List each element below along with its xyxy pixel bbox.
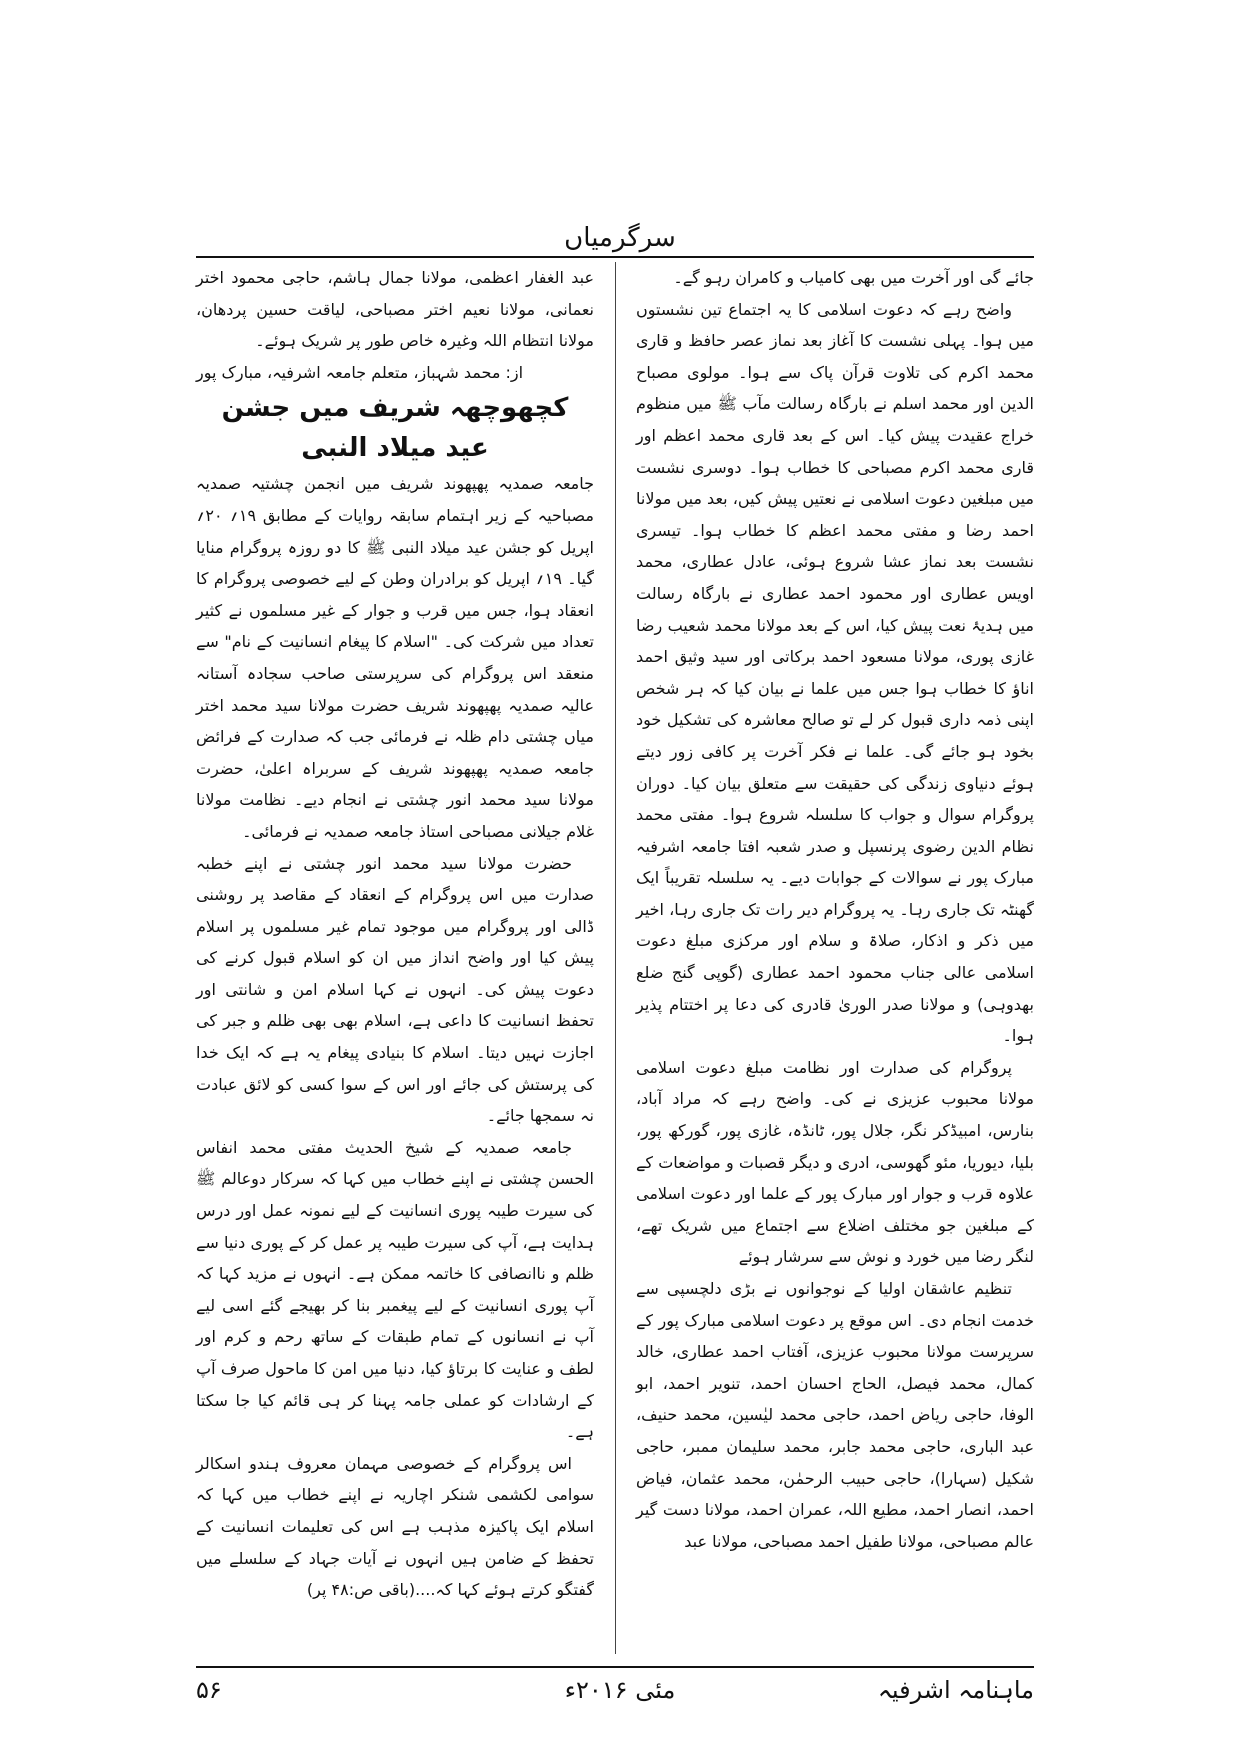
footer-divider xyxy=(196,1666,1034,1668)
header-divider xyxy=(196,256,1034,258)
paragraph: پروگرام کی صدارت اور نظامت مبلغ دعوت اسلامی مولانا محبوب عزیزی نے کی۔ واضح رہے کہ مراد آباد، بنارس، امبیڈکر نگر، جلال پور، ٹانڈہ، غازی پور، گورکھ پور، بلیا، دیوریا، مئو گھوسی، ادری و دیگر قصبات و مواضعات کے علاوہ قرب و جوار اور مبارک پور کے علما اور دعوت اسلامی کے مبلغین جو مختلف اضلاع سے اجتماع میں شریک تھے، لنگر رضا میں خورد و نوش سے سرشار ہوئے xyxy=(636,1057,1034,1267)
author-byline: از: محمد شہباز، متعلم جامعہ اشرفیہ، مبارک پور xyxy=(196,362,524,382)
paragraph: عبد الغفار اعظمی، مولانا جمال ہاشم، حاجی محمود اختر نعمانی، مولانا نعیم اختر مصباحی، لیاقت حسین پردھان، مولانا انتظام اللہ وغیرہ خاص طور پر شریک ہوئے۔ xyxy=(196,268,594,351)
paragraph: واضح رہے کہ دعوت اسلامی کا یہ اجتماع تین نشستوں میں ہوا۔ پہلی نشست کا آغاز بعد نماز عصر حافظ و قاری محمد اکرم کی تلاوت قرآن پاک سے ہوا۔ مولوی مصباح الدین اور محمد اسلم نے بارگاہ رسالت مآب ﷺ میں منظوم خراج عقیدت پیش کیا۔ اس کے بعد قاری محمد اعظم اور قاری محمد اکرم مصباحی کا خطاب ہوا۔ دوسری نشست میں مبلغین دعوت اسلامی نے نعتیں پیش کیں، بعد میں مولانا احمد رضا و مفتی محمد اعظم کا خطاب ہوا۔ تیسری نشست بعد نماز عشا شروع ہوئی، عادل عطاری، محمد اویس عطاری اور محمود احمد عطاری نے بارگاہ رسالت میں ہدیۂ نعت پیش کیا، اس کے بعد مولانا محمد شعیب رضا غازی پوری، مولانا مسعود احمد برکاتی اور سید وثیق احمد اناؤ کا خطاب ہوا جس میں علما نے بیان کیا کہ ہر شخص اپنی ذمہ داری قبول کر لے تو صالح معاشرہ کی تشکیل خود بخود ہو جائے گی۔ علما نے فکر آخرت پر کافی زور دیتے ہوئے دنیاوی زندگی کی حقیقت سے متعلق بیان کیا۔ دوران پروگرام سوال و جواب کا سلسلہ شروع ہوا۔ مفتی محمد نظام الدین رضوی پرنسپل و صدر شعبہ افتا جامعہ اشرفیہ مبارک پور نے سوالات کے جوابات دیے۔ یہ سلسلہ تقریباً ایک گھنٹہ تک جاری رہا۔ یہ پروگرام دیر رات تک جاری رہا، اخیر میں ذکر و اذکار، صلاۃ و سلام اور مرکزی مبلغ دعوت اسلامی عالی جناب محمود احمد عطاری (گوپی گنج ضلع بھدوہی) و مولانا صدر الوریٰ قادری کی دعا پر اختتام پذیر ہوا۔ xyxy=(636,299,1034,1046)
page-number: ۵۶ xyxy=(196,1676,222,1704)
paragraph: جامعہ صمدیہ کے شیخ الحدیث مفتی محمد انفاس الحسن چشتی نے اپنے خطاب میں کہا کہ سرکار دوعالم ﷺ کی سیرت طیبہ پوری انسانیت کے لیے نمونہ عمل اور درس ہدایت ہے، آپ کی سیرت طیبہ پر عمل کر کے پوری دنیا سے ظلم و ناانصافی کا خاتمہ ممکن ہے۔ انہوں نے مزید کہا کہ آپ پوری انسانیت کے لیے پیغمبر بنا کر بھیجے گئے اسی لیے آپ نے انسانوں کے تمام طبقات کے ساتھ رحم و کرم اور لطف و عنایت کا برتاؤ کیا، دنیا میں امن کا ماحول صرف آپ کے ارشادات کو عملی جامہ پہنا کر ہی قائم کیا جا سکتا ہے۔ xyxy=(196,1137,594,1442)
journal-name: ماہنامہ اشرفیہ xyxy=(877,1676,1034,1704)
paragraph: تنظیم عاشقان اولیا کے نوجوانوں نے بڑی دلچسپی سے خدمت انجام دی۔ اس موقع پر دعوت اسلامی مبارک پور کے سرپرست مولانا محبوب عزیزی، آفتاب احمد عطاری، خالد کمال، محمد فیصل، الحاج احسان احمد، تنویر احمد، ابو الوفا، حاجی ریاض احمد، حاجی محمد لیٰسین، محمد حنیف، عبد الباری، حاجی محمد جابر، محمد سلیمان ممبر، حاجی شکیل (سہارا)، حاجی حبیب الرحمٰن، محمد عثمان، فیاض احمد، انصار احمد، مطیع اللہ، عمران احمد، مولانا دست گیر عالم مصباحی، مولانا طفیل احمد مصباحی، مولانا عبد xyxy=(636,1279,1034,1551)
article-heading: کچھوچھہ شریف میں جشن عید میلاد النبی xyxy=(221,393,569,464)
paragraph: جائے گی اور آخرت میں بھی کامیاب و کامران رہو گے۔ xyxy=(673,268,1034,287)
column-divider xyxy=(615,262,616,1654)
paragraph: اس پروگرام کے خصوصی مہمان معروف ہندو اسکالر سوامی لکشمی شنکر اچاریہ نے اپنے خطاب میں کہا کہ اسلام ایک پاکیزہ مذہب ہے اس کی تعلیمات انسانیت کے تحفظ کے ضامن ہیں انہوں نے آیات جہاد کے سلسلے میں گفتگو کرتے ہوئے کہا کہ....(باقی ص:۴۸ پر) xyxy=(196,1453,594,1600)
paragraph: حضرت مولانا سید محمد انور چشتی نے اپنے خطبہ صدارت میں اس پروگرام کے انعقاد کے مقاصد پر روشنی ڈالی اور پروگرام میں موجود تمام غیر مسلموں پر اسلام پیش کیا اور واضح انداز میں ان کو اسلام قبول کرنے کی دعوت پیش کی۔ انہوں نے کہا اسلام امن و شانتی اور تحفظ انسانیت کا داعی ہے، اسلام بھی بھی ظلم و جبر کی اجازت نہیں دیتا۔ اسلام کا بنیادی پیغام یہ ہے کہ ایک خدا کی پرستش کی جائے اور اس کے سوا کسی کو لائق عبادت نہ سمجھا جائے۔ xyxy=(196,853,594,1126)
issue-date: مئی ۲۰۱۶ء xyxy=(564,1676,676,1704)
paragraph: جامعہ صمدیہ پھپھوند شریف میں انجمن چشتیہ صمدیہ مصباحیہ کے زیر اہتمام سابقہ روایات کے مطابق ۱۹؍ ۲۰؍ اپریل کو جشن عید میلاد النبی ﷺ کا دو روزہ پروگرام منایا گیا۔ ۱۹؍ اپریل کو برادران وطن کے لیے خصوصی پروگرام کا انعقاد ہوا، جس میں قرب و جوار کے غیر مسلموں نے کثیر تعداد میں شرکت کی۔ "اسلام کا پیغام انسانیت کے نام" سے منعقد اس پروگرام کی سرپرستی صاحب سجادہ آستانہ عالیہ صمدیہ پھپھوند شریف حضرت مولانا سید محمد اختر میاں چشتی دام ظلہ نے فرمائی جب کہ صدارت کے فرائض جامعہ صمدیہ پھپھوند شریف کے سربراہ اعلیٰ، حضرت مولانا سید محمد انور چشتی نے انجام دیے۔ نظامت مولانا غلام جیلانی مصباحی استاذ جامعہ صمدیہ نے فرمائی۔ xyxy=(196,474,594,841)
section-title: سرگرمیاں xyxy=(564,223,676,253)
left-column xyxy=(196,262,594,1606)
right-column xyxy=(636,262,1034,1557)
